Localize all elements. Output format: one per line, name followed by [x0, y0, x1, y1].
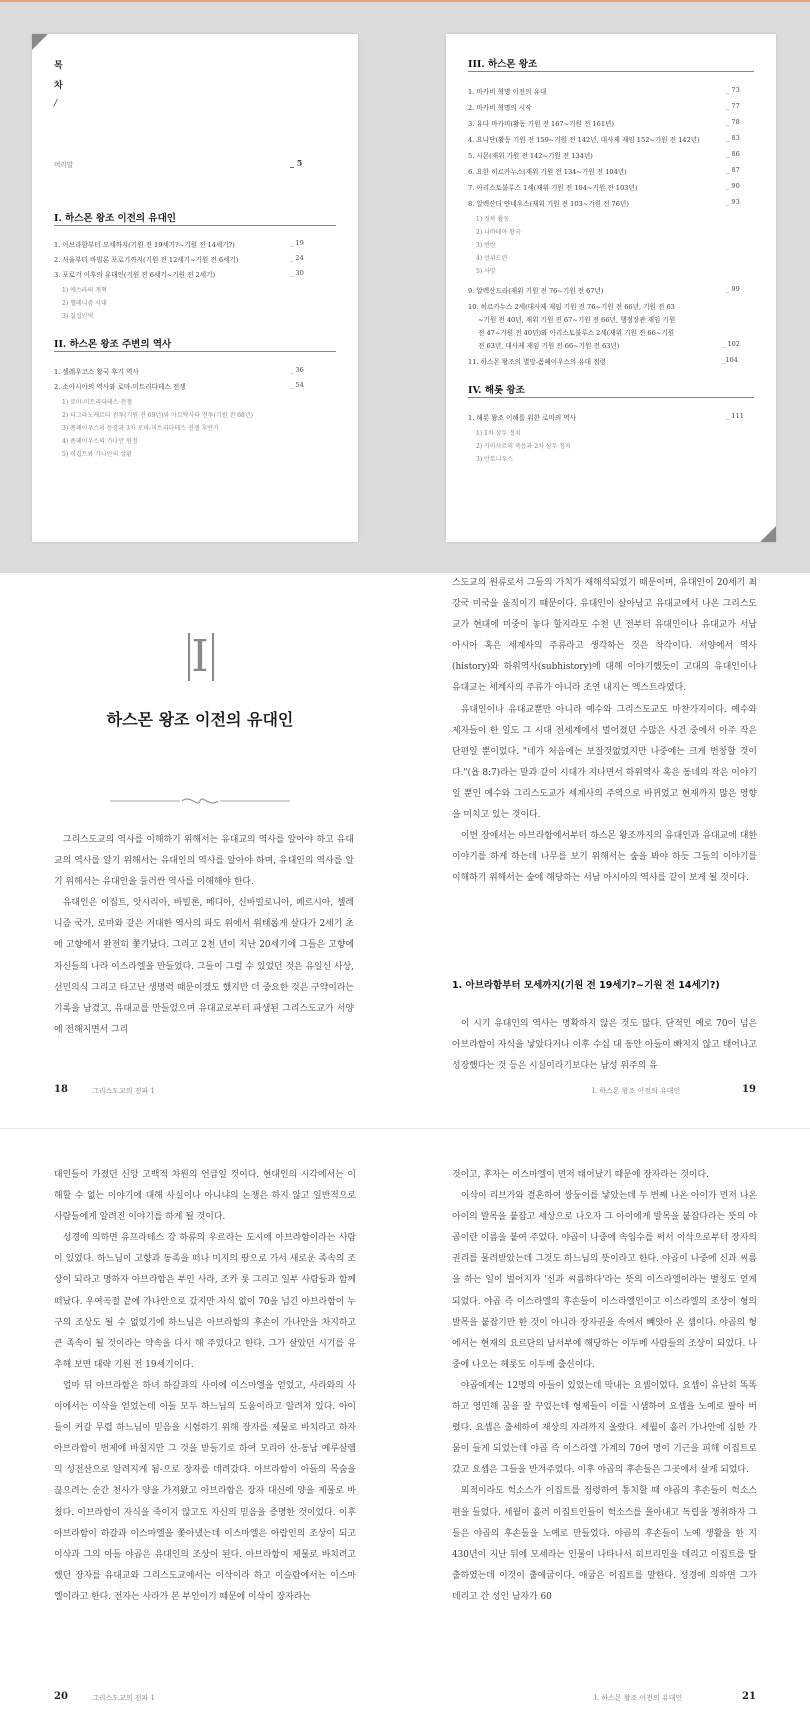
toc-title-slash: /	[54, 99, 58, 109]
toc-subitem: 2) 나바테아 왕국	[476, 229, 521, 236]
toc-subitem: 2) 카이사르의 죽음과 2차 삼두 정치	[476, 443, 571, 450]
toc-item-line: ~기원 전 40년, 재위 기원 전 67~기원 전 66년, 행정장관 재임 기원	[478, 316, 676, 324]
toc-item-page: _ 30	[290, 269, 304, 277]
toc-section-heading: IV. 해롯 왕조	[468, 385, 525, 396]
toc-item: 3. 포로기 이후의 유대인(기원 전 6세기~기원 전 2세기)	[54, 271, 216, 279]
chapter-title: 하스몬 왕조 이전의 유대인	[106, 710, 294, 729]
section-rule	[468, 397, 754, 398]
toc-item-page: _ 24	[290, 254, 304, 262]
toc-item: 2. 마카비 혁명의 시작	[468, 104, 532, 112]
section-rule	[54, 225, 336, 226]
preface-page: _ 5	[290, 158, 303, 168]
toc-item: 6. 요한 히르카누스(재위 기원 전 134~기원 전 104년)	[468, 168, 627, 176]
toc-subitem: 1) 정복 활동	[476, 216, 510, 223]
page-number: 19	[742, 1084, 756, 1095]
page-19-body-continued	[452, 1014, 757, 1077]
preface-label: 머리말	[54, 161, 74, 169]
top-border	[0, 0, 810, 2]
toc-item: 5. 시몬(재위 기원 전 142~기원 전 134년)	[468, 152, 593, 160]
running-head: I. 하스몬 왕조 이전의 유대인	[592, 1087, 681, 1095]
toc-item-page: _104	[722, 356, 738, 364]
toc-spread	[0, 0, 810, 573]
toc-item-page: _ 87	[726, 166, 740, 174]
paragraph: 스도교의 원류로서 그들의 가치가 재해석되었기 때문이며, 유대인이 20세기 최강국 미국을 움직이기 때문이다. 유대인이 살아남고 유대교에서 나온 그리스도교가 현대에 미중이 놓다 할지라도 수천 년 전부터 유대인이나 유대교가 서남 아시아 혹은 세계사의 주류라고 생각하는 것은 착각이다. 서양에서 역사(history)와 하위역사(subhistory)에 대해 이야기했듯이 고대의 유대인이나 유대교는 세계사의 주류가 아니라 조연 내지는 엑스트라였다.	[452, 578, 757, 694]
toc-subitem: 3) 칠십인역	[62, 313, 94, 320]
paragraph: 얼마 뒤 아브라함은 하녀 하갈과의 사이에 이스마엘을 얻었고, 사라와의 사이에서는 이삭을 얻었는데 이들 모두 하느님의 도움이라고 알려져 있다. 아이들이 커갈 무렵 하느님이 믿음을 시험하기 위해 장자를 제물로 바치라고 하자 아브라함이 번제에 바칠지만 그 것을 받들기로 하여 모리아 산-동남 예루살렘의 성전산으로 알려지게 됨-으로 장자를 데려갔다. 아브라함이 아들의 목숨을 끊으려는 순간 천사가 양을 가져왔고 아브라함은 장자 대신에 양을 제물로 바쳤다. 이브라함이 자식을 죽이지 않고도 자신의 믿음을 증명한 것이었다. 이후 아브라함이 하갈과 이스마엘을 쫓아냈는데 이스마엘은 아랍인의 조상이 되고 이삭과 그의 아들 야곱은 유대인의 조상이 된다. 아브라함이 제물로 바치려고 했던 장자를 유대교와 그리스도교에서는 이삭이라 하고 이슬람에서는 이스마엘이라고 한다. 전자는 사라가 본 부인이기 때문에 이삭이 장자라는	[54, 1380, 356, 1602]
toc-item-page: _ 83	[726, 134, 740, 142]
paragraph: 야곱에게는 12명의 아들이 있었는데 막내는 요셉이었다. 요셉이 유난히 똑똑하고 영민해 꿈을 잘 꾸었는데 형제들이 이를 시샘하여 요셉을 노예로 팔아 버렸다. 요셉은 출세하여 재상의 자리까지 올랐다. 세월이 흘러 가나안에 심한 가뭄이 들게 되었는데 야곱 즉 이스라엘 가계의 70여 명이 기근을 피해 이집트로 갔고 요셉은 그들을 반겨주었다. 이후 야곱의 후손들은 그곳에서 살게 되었다.	[452, 1380, 757, 1476]
paragraph: 이 시기 유대인의 역사는 명확하지 않은 것도 많다. 단적인 예로 70이 넘은 아브라함이 자식을 낳았다거나 이후 수십 대 동안 아들이 빠지지 않고 태어나고 성장했다는 것 등은 시실이라기보다는 남성 위주의 유	[452, 1019, 757, 1072]
toc-subitem: 1) 에스라의 개혁	[62, 287, 107, 294]
toc-subitem: 4) 폼페이우스의 가나안 원정	[62, 438, 138, 445]
page-number: 21	[742, 1691, 756, 1702]
toc-section-heading: I. 하스몬 왕조 이전의 유대인	[54, 213, 176, 224]
spread-18-19	[0, 573, 810, 1128]
running-head: I. 하스몬 왕조 이전의 유대인	[594, 1694, 683, 1702]
toc-page-right	[446, 34, 776, 542]
toc-subitem: 3) 안토니우스	[476, 456, 514, 463]
page-21-body	[452, 1165, 757, 1608]
ornament-divider	[110, 794, 290, 808]
toc-subitem: 4) 선위드린	[476, 255, 508, 262]
toc-subitem: 1) 1차 삼두 정치	[476, 430, 521, 437]
toc-item-page: _ 54	[290, 381, 304, 389]
running-head: 그리스도교의 전파 1	[92, 1087, 155, 1095]
page-18-body	[54, 830, 354, 1041]
toc-title-char: 차	[54, 81, 63, 91]
toc-subitem: 2) 티그라노케르타 전투(기원 전 69년)와 아르탁사타 전투(기원 전 68년)	[62, 412, 253, 419]
toc-item-line: 10. 히르카누스 2세(대사제 재임 기원 전 76~기원 전 66년, 기원 전 63	[468, 303, 675, 311]
toc-page-left	[32, 34, 358, 542]
paragraph: 이번 장에서는 아브라함에서부터 하스몬 왕조까지의 유대인과 유대교에 대한 이야기를 하게 하는데 나무를 보기 위해서는 숲을 봐야 하듯 그들의 이야기를 이해하기 위해서는 숲에 해당하는 서남 아시아의 역사를 같이 보게 될 것이다.	[452, 831, 757, 884]
running-head: 그리스도교의 전파 1	[92, 1694, 155, 1702]
toc-item-page: _ 19	[290, 239, 304, 247]
toc-item: 11. 하스몬 왕조의 멸망-폼페이우스의 유대 점령	[468, 358, 606, 366]
toc-item-page: _ 36	[290, 366, 304, 374]
toc-item-page: _ 99	[726, 285, 740, 293]
page-19-body	[452, 573, 757, 889]
toc-subitem: 3) 폼페이우스의 등장과 3차 로마-미트리다테스 전쟁 후반기	[62, 425, 219, 432]
paragraph: 이삭이 리브가와 결혼하여 쌍둥이를 낳았는데 두 번째 나온 아이가 먼저 나온 아이의 발목을 붙잡고 세상으로 나오자 그 아이에게 발목을 붙잡다라는 뜻의 야곱이란 이름을 붙여 주었다. 야곱이 나중에 속임수를 써서 이삭으로부터 장자의 권리를 물려받았는데 그것도 하느님의 뜻이라고 한다. 야곱이 나중에 신과 씨름을 하는 일이 벌어지자 '신과 씨름하다'라는 뜻의 이스라엘이라는 별칭도 얻게 되었다. 야곱 즉 이스라엘의 후손들이 이스라엘인이고 이스라엘의 조상이 형의 발목을 붙잡기만 한 것이 아니라 장자권을 속여서 빼앗아 온 셈이다. 야곱의 형에서는 현재의 요르단의 남서부에 해당하는 이두메 사람들의 조상이 되었다. 나중에 나오는 헤롯도 이두메 출신이다.	[452, 1191, 757, 1370]
toc-item-line: 전 47~기원 전 40년)와 아리스토불루스 2세(재위 기원 전 66~기원	[478, 329, 675, 337]
toc-title-char: 목	[54, 61, 63, 71]
paragraph: 외적이라도 헉소스가 이집트를 점령하여 통치할 때 야곱의 후손들이 헉소스 편을 들었다. 세월이 흘러 이집트인들이 헉소스를 몰아내고 독립을 쟁취하자 그들은 야곱의 후손들을 노예로 만들었다. 야곱의 후손들이 노예 생활을 한 지 430년이 지난 뒤에 모세라는 인물이 나타나서 히브리인을 데리고 이집트를 탈출하였는데 이것이 출애굽이다. 애굽은 이집트를 말한다. 성경에 의하면 그가 데리고 간 성인 남자가 60	[452, 1486, 757, 1602]
toc-item-page: _ 78	[726, 118, 740, 126]
toc-item: 2. 사울부터 바빌론 포로기까지(기원 전 12세기~기원 전 6세기)	[54, 256, 239, 264]
paragraph: 유대인이나 유대교뿐만 아니라 예수와 그리스도교도 마찬가지이다. 예수와 제자들이 한 일도 그 시대 전세계에서 벌어졌던 수많은 사건 중에서 아주 작은 단편일 뿐이었다. "네가 처음에는 보잘것없었지만 나중에는 크게 번창할 것이다."(욥 8:7)라는 말과 같이 시대가 지나면서 하위역사 혹은 동네의 작은 이야기일 뿐인 예수와 그리스도교가 세계사의 주역으로 바뀌었고 현재까지 많은 영향을 미치고 있는 것이다.	[452, 704, 757, 821]
section-heading: 1. 아브라함부터 모세까지(기원 전 19세기?~기원 전 14세기?)	[452, 980, 720, 991]
toc-item-page: _ 111	[726, 412, 744, 420]
toc-item: 1. 아브라함부터 모세까지(기원 전 19세기?~기원 전 14세기?)	[54, 241, 235, 249]
paragraph: 것이고, 후자는 이스마엘이 먼저 태어났기 때문에 장자라는 것이다.	[452, 1170, 709, 1180]
toc-item: 2. 소아시아의 역사와 로마-미트리다테스 전쟁	[54, 383, 186, 391]
toc-item: 9. 알렉산드라(재위 기원 전 76~기원 전 67년)	[468, 287, 604, 295]
toc-item: 1. 마카비 혁명 이전의 유대	[468, 88, 547, 96]
page-20-body	[54, 1165, 356, 1608]
toc-item-page: _ 93	[726, 198, 740, 206]
paragraph: 성경에 의하면 유프라테스 강 하류의 우르라는 도시에 아브라함이라는 사람이 있었다. 하느님이 고향과 동족을 떠나 미지의 땅으로 가서 새로운 족속의 조상이 되라고 명하자 아브라함은 부인 사라, 조카 롯 그리고 일부 사람들과 함께 떠났다. 우여곡절 끝에 가나안으로 갔지만 자식 없이 70을 넘긴 아브라함이 누구의 조상도 될 수 없었기에 하느님은 아브라함의 후손이 가나안을 차지하고 큰 족속이 될 것이라는 약속을 다시 해 주었다고 한다. 그가 살았던 시기를 유추해 보면 대략 기원 전 19세기이다.	[54, 1233, 356, 1370]
paragraph: 그리스도교의 역사를 이해하기 위해서는 유대교의 역사를 알아야 하고 유대교의 역사를 알기 위해서는 유대인의 역사를 알아야 하며, 유대인의 역사를 알기 위해서는 유대인을 둘러싼 역사를 이해해야 한다.	[54, 835, 354, 888]
toc-section-heading: III. 하스몬 왕조	[468, 59, 538, 70]
toc-subitem: 3) 반란	[476, 242, 496, 249]
toc-section-heading: II. 하스몬 왕조 주변의 역사	[54, 339, 172, 350]
toc-item: 3. 유다 마카비(활동 기원 전 167~기원 전 161년)	[468, 120, 614, 128]
page-corner-mark	[32, 34, 48, 50]
paragraph: 대인들이 가졌던 신앙 고백적 차원의 언급일 것이다. 현대인의 시각에서는 이해할 수 없는 이야기에 대해 사실이나 아니냐의 논쟁은 하지 않고 일반적으로 사람들에게 알려진 이야기를 하게 될 것이다.	[54, 1170, 356, 1223]
toc-subitem: 5) 이집트와 가나안의 상황	[62, 451, 132, 458]
toc-item: 1. 셀레우코스 왕국 후기 역사	[54, 368, 139, 376]
toc-item-page: _ 90	[726, 182, 740, 190]
toc-item: 4. 요나단(활동 기원 전 159~기원 전 142년, 대사제 재임 152~기원 전 142년)	[468, 136, 700, 144]
toc-subitem: 1) 로마-미트리다테스 전쟁	[62, 399, 132, 406]
toc-item-page: _ 102	[722, 340, 740, 348]
spread-20-21	[0, 1128, 810, 1727]
section-rule	[468, 71, 754, 72]
toc-item-line: 전 63년, 대사제 재임 기원 전 66~기원 전 63년)	[478, 342, 620, 350]
toc-item: 7. 아리스토불루스 1세(재위 기원 전 104~기원 전 103년)	[468, 184, 638, 192]
page-number: 18	[54, 1084, 68, 1095]
page-number: 20	[54, 1691, 68, 1702]
paragraph: 유대인은 이집트, 앗시리아, 바빌론, 메디아, 신바빌로니아, 페르시아, 셀레니즘 국가, 로마와 같은 거대한 역사의 파도 위에서 위태롭게 살다가 2세기 초에 고향에서 완전히 쫓기났다. 그리고 2천 년이 지난 20세기에 그들은 고향에 자신들의 나라 이스라엘을 만들었다. 그들이 그럴 수 있었던 것은 유일신 사상, 선민의식 그리고 타고난 생명력 때문이겠도 했지만 더 중요한 것은 구약이라는 기록을 남겼고, 유대교를 만들었으며 유대교로부터 파생된 그리스도교가 서양에 전해지면서 그리	[54, 898, 354, 1035]
toc-item: 1. 해롯 왕조 이해를 위한 로마의 역사	[468, 414, 577, 422]
toc-subitem: 2) 헬레니즘 시대	[62, 300, 107, 307]
toc-item-page: _ 86	[726, 150, 740, 158]
toc-item-page: _ 77	[726, 102, 740, 110]
page-corner-mark	[760, 526, 776, 542]
section-rule	[54, 351, 336, 352]
toc-item: 8. 알렉산더 얀네우스(재위 기원 전 103~기원 전 76년)	[468, 200, 629, 208]
toc-item-page: _ 73	[726, 86, 740, 94]
toc-subitem: 5) 사망	[476, 268, 496, 275]
chapter-numeral: I	[191, 631, 209, 682]
